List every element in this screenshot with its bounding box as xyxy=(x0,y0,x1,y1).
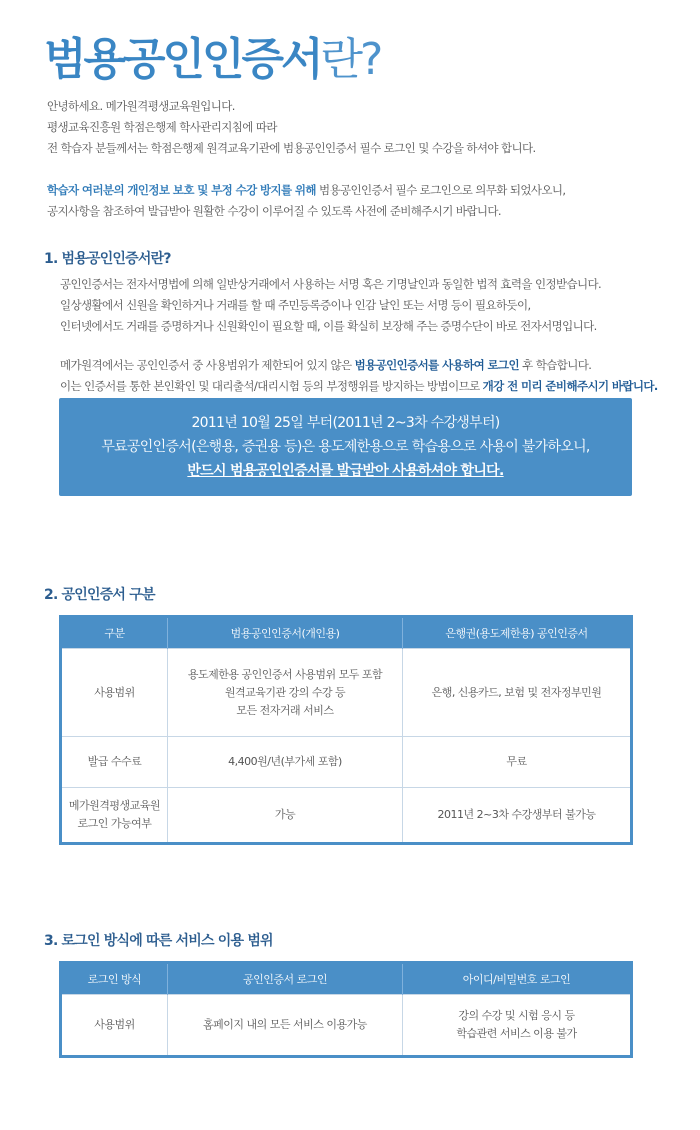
intro-line: 전 학습자 분들께서는 학점은행제 원격교육기관에 범용공인인증서 필수 로그인 및 수강을 하셔야 합니다. xyxy=(47,141,536,155)
header-cell: 구분 xyxy=(61,617,168,649)
table-row xyxy=(61,649,632,737)
section1-text: 메가원격에서는 공인인증서 중 사용범위가 제한되어 있지 않은 xyxy=(60,358,355,372)
table-cell: 2011년 2~3차 수강생부터 불가능 xyxy=(403,788,632,844)
header-cell: 범용공인인증서(개인용) xyxy=(168,617,403,649)
page-title-main: 범용공인인증서 xyxy=(44,34,321,85)
intro-line: 공지사항을 참조하여 발급받아 원활한 수강이 이루어질 수 있도록 사전에 준비해주시기 바랍니다. xyxy=(47,204,501,218)
section1-line xyxy=(60,376,658,397)
section1-emphasis: 범용공인인증서를 사용하여 로그인 xyxy=(354,358,520,372)
login-service-table xyxy=(59,961,633,1058)
intro-line-rest: 범용공인인증서 필수 로그인으로 의무화 되었사오니, xyxy=(315,183,566,197)
table-cell xyxy=(403,995,632,1057)
notice-line-underlined: 반드시 범용공인인증서를 발급받아 사용하셔야 합니다. xyxy=(187,463,504,479)
notice-line: 2011년 10월 25일 부터(2011년 2~3차 수강생부터) xyxy=(191,415,500,431)
table-cell: 홈페이지 내의 모든 서비스 이용가능 xyxy=(168,995,403,1057)
section1-line: 일상생활에서 신원을 확인하거나 거래를 할 때 주민등록증이나 인감 날인 또는 서명 등이 필요하듯이, xyxy=(60,298,531,312)
section1-text: 후 학습합니다. xyxy=(519,358,592,372)
header-cell: 아이디/비밀번호 로그인 xyxy=(403,963,632,995)
page-title xyxy=(44,34,380,87)
table-header-row xyxy=(61,617,632,649)
intro-emphasis: 학습자 여러분의 개인정보 보호 및 부정 수강 방지를 위해 xyxy=(47,183,316,197)
table-cell: 가능 xyxy=(168,788,403,844)
table-cell: 은행, 신용카드, 보험 및 전자정부민원 xyxy=(403,649,632,737)
row-label xyxy=(61,788,168,844)
section1-title: 1. 범용공인인증서란? xyxy=(44,251,171,267)
intro-line xyxy=(47,180,565,201)
table-cell: 무료 xyxy=(403,737,632,788)
cell-line: 모든 전자거래 서비스 xyxy=(236,703,334,717)
notice-box xyxy=(59,398,632,496)
section1-body xyxy=(60,274,658,397)
section2-title: 2. 공인인증서 구분 xyxy=(44,587,155,603)
intro-line: 안녕하세요. 메가원격평생교육원입니다. xyxy=(47,99,235,113)
row-label: 사용범위 xyxy=(61,649,168,737)
table-cell: 4,400원/년(부가세 포함) xyxy=(168,737,403,788)
row-label: 발급 수수료 xyxy=(61,737,168,788)
header-cell: 공인인증서 로그인 xyxy=(168,963,403,995)
notice-line: 무료공인인증서(은행용, 증권용 등)은 용도제한용으로 학습용으로 사용이 불가하오니, xyxy=(101,439,590,455)
section1-line: 인터넷에서도 거래를 증명하거나 신원확인이 필요할 때, 이를 확실히 보장해 주는 증명수단이 바로 전자서명입니다. xyxy=(60,319,597,333)
certificate-comparison-table xyxy=(59,615,633,845)
header-cell: 로그인 방식 xyxy=(61,963,168,995)
table-row xyxy=(61,788,632,844)
intro-line: 평생교육진흥원 학점은행제 학사관리지침에 따라 xyxy=(47,120,277,134)
section1-emphasis: 개강 전 미리 준비해주시기 바랍니다. xyxy=(482,379,658,393)
cell-line: 원격교육기관 강의 수강 등 xyxy=(224,685,346,699)
cell-line: 학습관련 서비스 이용 불가 xyxy=(456,1027,577,1040)
page-title-suffix: 란? xyxy=(320,34,381,85)
header-cell: 은행권(용도제한용) 공인인증서 xyxy=(403,617,632,649)
section1-line xyxy=(60,355,658,376)
cell-line: 용도제한용 공인인증서 사용범위 모두 포함 xyxy=(187,667,383,681)
section1-text: 이는 인증서를 통한 본인확인 및 대리출석/대리시험 등의 부정행위를 방지하는 방법이므로 xyxy=(60,379,483,393)
row-label: 사용범위 xyxy=(61,995,168,1057)
section1-line: 공인인증서는 전자서명법에 의해 일반상거래에서 사용하는 서명 혹은 기명날인과 동일한 법적 효력을 인정받습니다. xyxy=(60,277,602,291)
cell-line: 메가원격평생교육원 xyxy=(68,799,161,812)
cell-line: 로그인 가능여부 xyxy=(77,817,152,830)
table-header-row xyxy=(61,963,632,995)
table-row xyxy=(61,737,632,788)
intro-text xyxy=(47,96,565,222)
section3-title: 3. 로그인 방식에 따른 서비스 이용 범위 xyxy=(44,933,273,949)
table-row xyxy=(61,995,632,1057)
cell-line: 강의 수강 및 시험 응시 등 xyxy=(458,1009,575,1022)
table-cell xyxy=(168,649,403,737)
